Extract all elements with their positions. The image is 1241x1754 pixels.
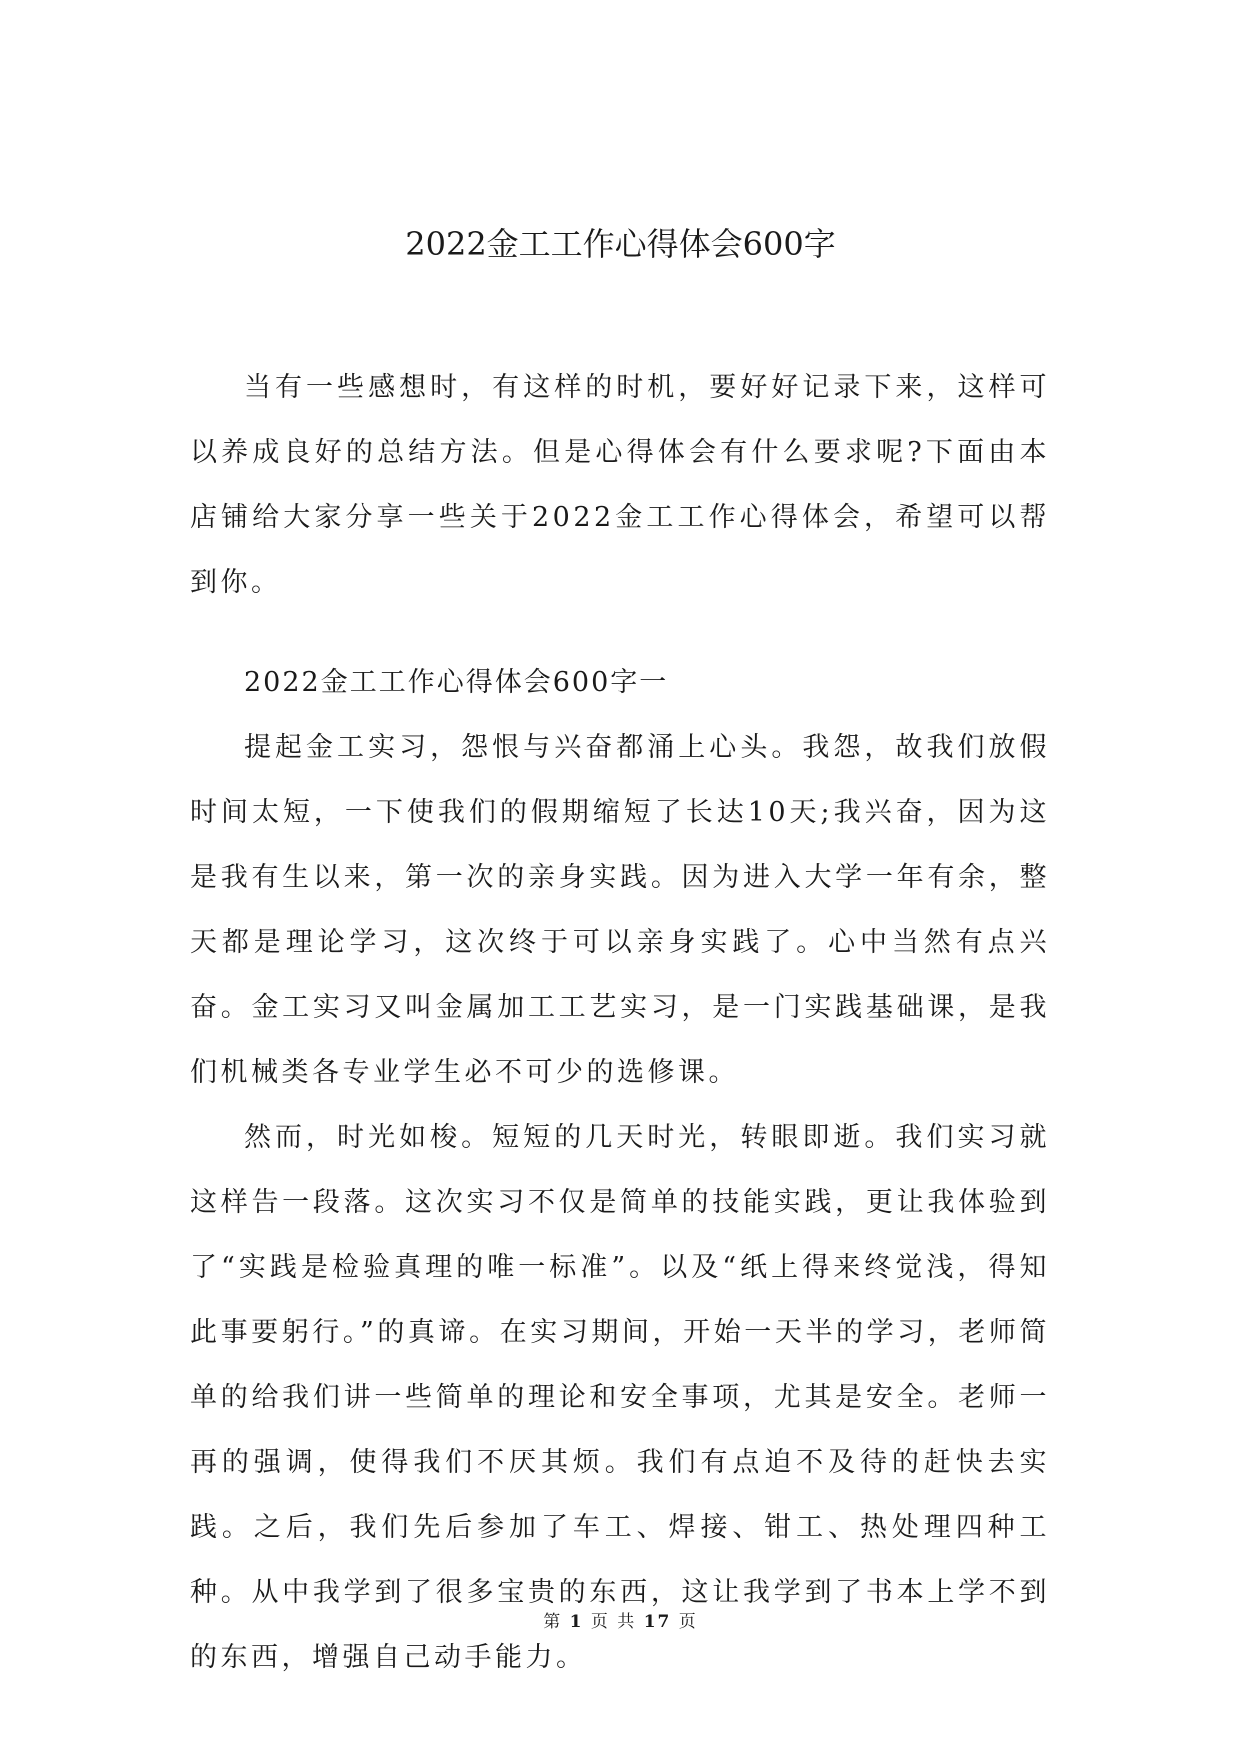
footer-prefix: 第	[543, 1612, 563, 1632]
body-paragraph-1: 提起金工实习，怨恨与兴奋都涌上心头。我怨，故我们放假时间太短，一下使我们的假期缩短了长达10天;我兴奋，因为这是我有生以来，第一次的亲身实践。因为进入大学一年有余，整天都是理论学习，这次终于可以亲身实践了。心中当然有点兴奋。金工实习又叫金属加工工艺实习，是一门实践基础课，是我们机械类各专业学生必不可少的选修课。	[190, 732, 1050, 1088]
footer-total-pages: 17	[643, 1612, 672, 1632]
section-heading: 2022金工工作心得体会600字一	[244, 667, 669, 698]
intro-paragraph: 当有一些感想时，有这样的时机，要好好记录下来，这样可以养成良好的总结方法。但是心得体会有什么要求呢?下面由本店铺给大家分享一些关于2022金工工作心得体会，希望可以帮到你。	[190, 372, 1050, 598]
footer-page-number: 1	[569, 1612, 584, 1632]
footer-suffix: 页	[678, 1612, 698, 1632]
body-paragraph-2: 然而，时光如梭。短短的几天时光，转眼即逝。我们实习就这样告一段落。这次实习不仅是简单的技能实践，更让我体验到了“实践是检验真理的唯一标准”。以及“纸上得来终觉浅，得知此事要躬行。”的真谛。在实习期间，开始一天半的学习，老师简单的给我们讲一些简单的理论和安全事项，尤其是安全。老师一再的强调，使得我们不厌其烦。我们有点迫不及待的赶快去实践。之后，我们先后参加了车工、焊接、钳工、热处理四种工种。从中我学到了很多宝贵的东西，这让我学到了书本上学不到的东西，增强自己动手能力。	[190, 1122, 1050, 1673]
document-body	[190, 355, 1050, 1690]
footer-middle: 页 共	[590, 1612, 637, 1632]
page-footer	[0, 1610, 1241, 1634]
document-title: 2022金工工作心得体会600字	[405, 225, 836, 263]
